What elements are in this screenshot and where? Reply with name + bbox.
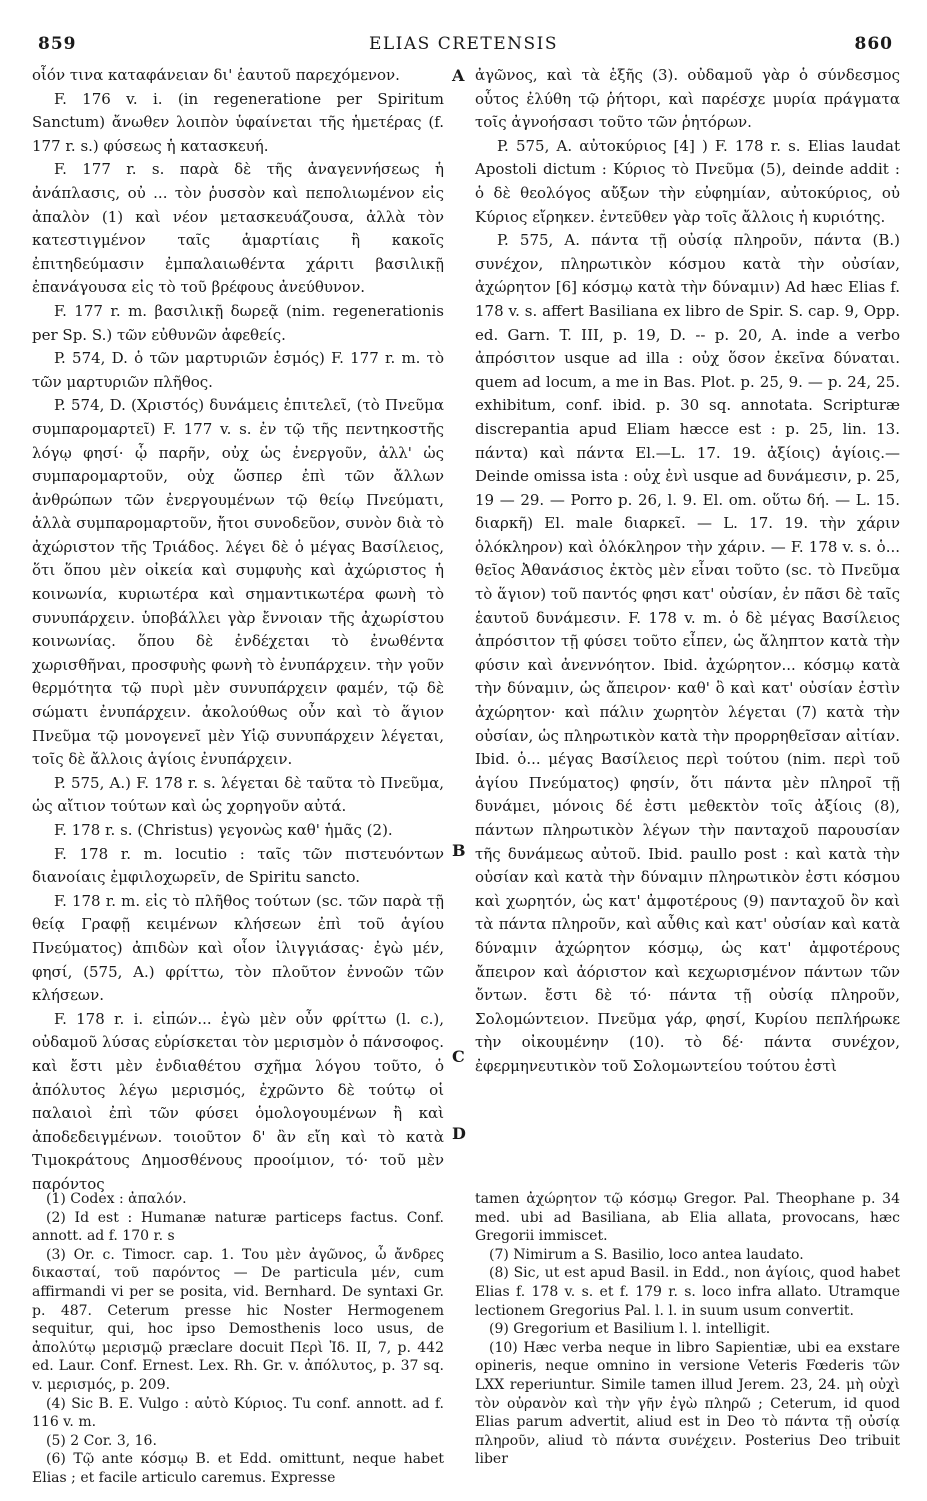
paragraph: P. 575, A. πάντα τῇ οὐσίᾳ πληροῦν, πάντα (B.) συνέχον, πληρωτικὸν κόσμου κατὰ τὴν οὐσίαν, ἀχώρητον [6] κόσμῳ κατὰ τὴν δύναμιν) Ad hæc Elias f. 178 v. s. affert Basiliana ex libro de Spir. S. cap. 9, Opp. ed. Garn. T. III, p. 19, D. -- p. 20, A. inde a verbo ἀπρόσιτον usque ad illa : οὐχ ὅσον ἐκεῖνα δύναται. quem ad locum, a me in Bas. Plot. p. 25, 9. — p. 24, 25. exhibitum, conf. ibid. p. 30 sq. annotata. Scripturæ discrepantia apud Eliam hæcce est : p. 25, lin. 13. πάντα) καὶ πάντα El.—L. 17. 19. ἀξίοις) ἁγίοις.— Deinde omissa ista : οὐχ ἑνὶ usque ad δυνάμεσιν, p. 25, 19 — 29. — Porro p. 26, l. 9. El. om. οὕτω δή. — L. 15. διαρκῆ) El. male διαρκεῖ. — L. 17. 19. τὴν χάριν ὁλόκληρον) καὶ ὁλόκληρον τὴν χάριν. — F. 178 v. s. ὁ... θεῖος Ἀθανάσιος ἐκτὸς μὲν εἶναι τοῦτο (sc. τὸ Πνεῦμα τὸ ἅγιον) τοῦ παντός φησι κατ' οὐσίαν, ἐν πᾶσι δὲ ταῖς ἑαυτοῦ δυνάμεσιν. F. 178 v. m. ὁ δὲ μέγας Βασίλειος ἀπρόσιτον τῇ φύσει τοῦτο εἶπεν, ὡς ἄληπτον κατὰ τὴν φύσιν καὶ ἀνεννόητον. Ibid. ἀχώρητον... κόσμῳ κατὰ τὴν δύναμιν, ὡς ἄπειρον· καθ' ὃ καὶ κατ' οὐσίαν ἐστὶν ἀχώρητον· καὶ πάλιν χωρητὸν λέγεται (7) κατὰ τὴν οὐσίαν, ὡς πληρωτικὸν κατὰ τὴν προρρηθεῖσαν αἰτίαν. Ibid. ὁ... μέγας Βασίλειος περὶ τούτου (nim. περὶ τοῦ ἁγίου Πνεύματος) φησίν, ὅτι πάντα μὲν πληροῖ τῇ δυνάμει, μόνοις δέ ἐστι μεθεκτὸν τοῖς ἀξίοις (8), πάντων πληρωτικὸν λέγων τὴν πανταχοῦ παρουσίαν τῆς δυνάμεως αὐτοῦ. Ibid. paullo post : καὶ κατὰ τὴν οὐσίαν καὶ κατὰ τὴν δύναμιν πληρωτικὸν ἐστι κόσμου καὶ χωρητόν, ὡς κατ' ἀμφοτέρους (9) πανταχοῦ ὂν καὶ τὰ πάντα πληροῦν, καὶ αὖθις καὶ κατ' οὐσίαν καὶ κατὰ δύναμιν ἀχώρητον κόσμῳ, ὡς κατ' ἀμφοτέρους ἄπειρον καὶ ἀόριστον καὶ κεχωρισμένον πάντων τῶν ὄντων. ἔστι δὲ τό· πάντα τῇ οὐσίᾳ πληροῦν, Σολομώντειον. Πνεῦμα γάρ, φησί, Κυρίου πεπλήρωκε τὴν οἰκουμένην (10). τὸ δέ· πάντα συνέχον, ἐφερμηνευτικὸν τοῦ Σολομωντείου τούτου ἐστὶ <box>475 231 900 1075</box>
paragraph: F. 178 r. m. locutio : ταῖς τῶν πιστευόντων διανοίαις ἐμφιλοχωρεῖν, de Spiritu sancto. <box>32 844 444 887</box>
paragraph: F. 178 r. i. εἰπών... ἐγὼ μὲν οὖν φρίττω (l. c.), οὐδαμοῦ λύσας εὑρίσκεται τὸν μερισμὸν ὁ πάνσοφος. καὶ ἔστι μὲν ἐνδιαθέτου σχῆμα λόγου τοῦτο, ὁ ἀπόλυτος λέγω μερισμός, ἐχρῶντο δὲ τούτῳ οἱ παλαιοὶ ἐπὶ τῶν φύσει ὁμολογουμένων ἢ καὶ ἀποδεδειγμένων. τοιοῦτον δ' ἂν εἴη καὶ τὸ κατὰ Τιμοκράτους Δημοσθένους προοίμιον, τό· τοῦ μὲν παρόντος <box>32 1009 444 1193</box>
footnote: (1) Codex : ἀπαλόν. <box>46 1191 187 1207</box>
margin-marker-b: B <box>452 841 466 860</box>
paragraph: P. 574, D. ὁ τῶν μαρτυριῶν ἑσμός) F. 177 r. m. τὸ τῶν μαρτυριῶν πλῆθος. <box>32 349 444 391</box>
margin-marker-d: D <box>452 1124 466 1143</box>
paragraph: P. 575, A.) F. 178 r. s. λέγεται δὲ ταῦτα τὸ Πνεῦμα, ὡς αἴτιον τούτων καὶ ὡς χορηγοῦν αὐτά. <box>32 773 444 816</box>
margin-marker-c: C <box>452 1047 465 1066</box>
running-title: ELIAS CRETENSIS <box>368 34 559 54</box>
footnote: (10) Hæc verba neque in libro Sapientiæ, ubi ea exstare opineris, neque omnino in versione Veteris Fœderis τῶν LXX reperiuntur. Simile tamen illud Jerem. 23, 24. μὴ οὐχὶ τὸν οὐρανὸν καὶ τὴν γῆν ἐγὼ πληρῶ ; Ceterum, id quod Elias parum advertit, aliud est in Deo τὸ πάντα τῇ οὐσίᾳ πληροῦν, aliud τὸ πάντα συνέχειν. Posterius Deo tribuit liber <box>475 1339 900 1468</box>
paragraph: F. 176 v. i. (in regeneratione per Spiritum Sanctum) ἄνωθεν λοιπὸν ὑφαίνεται τῆς ἡμετέρας (f. 177 r. s.) φύσεως ἡ κατασκευή. <box>32 89 444 155</box>
footnote: (6) Τῷ ante κόσμῳ B. et Edd. omittunt, neque habet Elias ; et facile articulo caremus. Expresse <box>32 1451 444 1486</box>
page-number-left: 859 <box>38 34 77 54</box>
footnotes-left <box>32 1190 444 1488</box>
footnote: (3) Or. c. Timocr. cap. 1. Του μὲν ἀγῶνος, ὦ ἄνδρες δικασταί, τοῦ παρόντος — De particula μέν, cum affirmandi vi per se posita, vid. Bernhard. De syntaxi Gr. p. 487. Ceterum presse hic Noster Hermogenem sequitur, qui, hoc ipso Demosthenis loco usus, de ἀπολύτῳ μερισμῷ præclare docuit Περὶ Ἰδ. II, 7, p. 442 ed. Laur. Conf. Ernest. Lex. Rh. Gr. v. ἀπόλυτος, p. 37 sq. v. μερισμός, p. 209. <box>32 1246 444 1393</box>
paragraph: F. 178 r. m. εἰς τὸ πλῆθος τούτων (sc. τῶν παρὰ τῇ θείᾳ Γραφῇ κειμένων κλήσεων ἐπὶ τοῦ ἁγίου Πνεύματος) ἀπιδὼν καὶ οἷον ἰλιγγιάσας· ἐγὼ μέν, φησί, (575, A.) φρίττω, τὸν πλοῦτον ἐννοῶν τῶν κλήσεων. <box>32 891 444 1005</box>
paragraph: P. 574, D. (Χριστός) δυνάμεις ἐπιτελεῖ, (τὸ Πνεῦμα συμπαρομαρτεῖ) F. 177 v. s. ἐν τῷ τῆς πεντηκοστῆς λόγῳ φησί· ᾧ παρῆν, οὐχ ὡς ἐνεργοῦν, ἀλλ' ὡς συμπαρομαρτοῦν, οὐχ ὥσπερ ἐπὶ τῶν ἄλλων ἀνθρώπων τῶν ἐνεργουμένων τῷ θείῳ Πνεύματι, ἀλλὰ συμπαρομαρτοῦν, ἤτοι συνοδεῦον, συνὸν διὰ τὸ ἀχώριστον τῆς Τριάδος. λέγει δὲ ὁ μέγας Βασίλειος, ὅτι ὅπου μὲν οἰκεία καὶ συμφυὴς καὶ ἀχώριστος ἡ κοινωνία, κυριωτέρα καὶ σημαντικωτέρα φωνὴ τὸ συνυπάρχειν. ὑποβάλλει γὰρ ἔννοιαν τῆς ἀχωρίστου κοινωνίας. ὅπου δὲ ἐνδέχεται τὸ ἐνωθέντα χωρισθῆναι, προσφυὴς φωνὴ τὸ ἐνυπάρχειν. τὴν γοῦν θερμότητα τῷ πυρὶ μὲν συνυπάρχειν φαμέν, τῷ δὲ σώματι ἐνυπάρχειν. ἀκολούθως οὖν καὶ τὸ ἅγιον Πνεῦμα τῷ μονογενεῖ μὲν Υἱῷ συνυπάρχειν λέγεται, τοῖς δὲ ἄλλοις ἁγίοις ἐνυπάρχειν. <box>32 396 444 769</box>
footnotes-right <box>475 1190 900 1469</box>
footnote: (5) 2 Cor. 3, 16. <box>46 1432 157 1449</box>
paragraph: F. 178 r. s. (Christus) γεγονὼς καθ' ἡμᾶς (2). <box>54 821 393 839</box>
page-header <box>0 0 927 62</box>
footnote: (9) Gregorium et Basilium l. l. intelligit. <box>489 1321 771 1338</box>
right-column <box>475 64 900 1079</box>
paragraph: F. 177 r. s. παρὰ δὲ τῆς ἀναγεννήσεως ἡ ἀνάπλασις, οὐ ... τὸν ῥυσσὸν καὶ πεπολιωμένον εἰς ἀπαλὸν (1) καὶ νέον μετασκευάζουσα, ἀλλὰ τὸν κατεστιγμένον ταῖς ἁμαρτίαις ἢ κακοῖς ἐπιτηδεύμασιν ἐμπαλαιωθέντα χάριτι βασιλικῇ ἐπανάγουσα εἰς τὸ τοῦ βρέφους ἀνεύθυνον. <box>32 160 444 297</box>
paragraph: F. 177 r. m. βασιλικῇ δωρεᾷ (nim. regenerationis per Sp. S.) τῶν εὐθυνῶν ἀφεθείς. <box>32 301 444 344</box>
margin-marker-a: A <box>452 66 465 85</box>
page-number-right: 860 <box>854 34 893 54</box>
paragraph: P. 575, A. αὐτοκύριος [4] ) F. 178 r. s. Elias laudat Apostoli dictum : Κύριος τὸ Πνεῦμα (5), deinde addit : ὁ δὲ θεολόγος αὔξων τὴν εὐφημίαν, αὐτοκύριος, οὐ Κύριος εἴρηκεν. ἐντεῦθεν γὰρ τοῖς ἄλλοις ἡ κυριότης. <box>475 136 900 226</box>
footnote: (2) Id est : Humanæ naturæ particeps factus. Conf. annott. ad f. 170 r. s <box>32 1209 444 1245</box>
paragraph: οἷόν τινα καταφάνειαν δι' ἑαυτοῦ παρεχόμενον. <box>32 66 400 84</box>
footnote: tamen ἀχώρητον τῷ κόσμῳ Gregor. Pal. Theophane p. 34 med. ubi ad Basiliana, ab Elia allata, provocans, hæc Gregorii immiscet. <box>475 1191 900 1245</box>
footnote: (8) Sic, ut est apud Basil. in Edd., non ἁγίοις, quod habet Elias f. 178 v. s. et f. 179 r. s. loco infra allato. Utramque lectionem Gregorius Pal. l. l. in suum usum convertit. <box>475 1265 900 1319</box>
paragraph: ἀγῶνος, καὶ τὰ ἑξῆς (3). οὐδαμοῦ γὰρ ὁ σύνδεσμος οὗτος ἐλύθη τῷ ῥήτορι, καὶ παρέσχε μυρία πράγματα τοῖς ἀγνοήσασι τοῦτο τῶν ῥητόρων. <box>475 66 900 132</box>
footnote: (7) Nimirum a S. Basilio, loco antea laudato. <box>489 1246 804 1263</box>
footnote: (4) Sic B. E. Vulgo : αὐτὸ Κύριος. Tu conf. annott. ad f. 116 v. m. <box>32 1395 444 1431</box>
left-column <box>32 64 444 1197</box>
